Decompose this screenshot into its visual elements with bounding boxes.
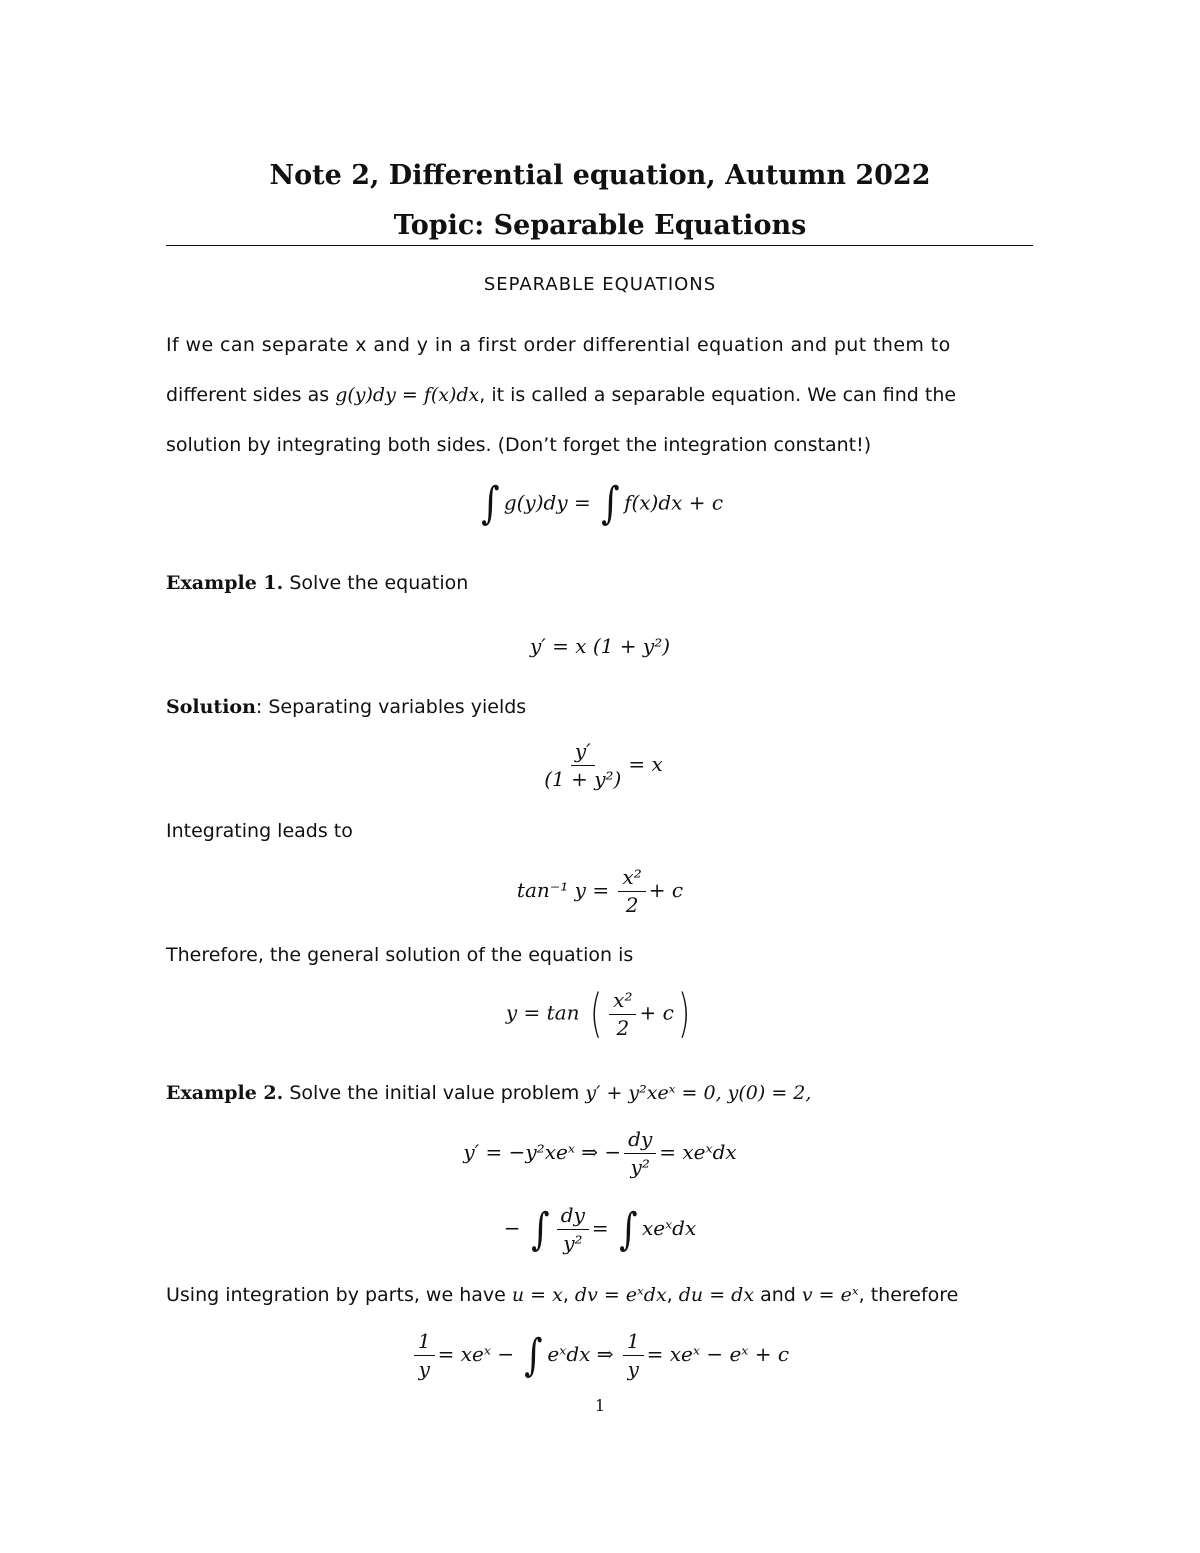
example-2-step-1 <box>0 1128 1200 1179</box>
title-rule <box>166 245 1033 246</box>
example-1-prompt: Solve the equation <box>289 572 469 594</box>
general-lhs: y = tan <box>505 1000 580 1025</box>
intro-line-1-text: If we can separate x and y in a first order differential equation and put them to <box>166 334 951 356</box>
integration-by-parts-line: Using integration by parts, we have u = x, dv = eˣdx, du = dx and v = eˣ, therefore <box>166 1284 959 1306</box>
general-fraction <box>609 989 636 1040</box>
final-mid-1: = xeˣ − <box>437 1342 515 1366</box>
solution-text: : Separating variables yields <box>255 696 527 718</box>
integrated-fraction <box>618 866 645 917</box>
example-2-prompt-math: y′ + y²xeˣ = 0, y(0) = 2, <box>585 1082 812 1104</box>
document-title: Note 2, Differential equation, Autumn 2022 <box>269 160 931 191</box>
section-heading: SEPARABLE EQUATIONS <box>483 274 717 295</box>
fraction-denominator: y <box>418 1357 430 1381</box>
integral-sign: ∫ <box>524 1329 544 1381</box>
integral-sign: ∫ <box>601 478 620 529</box>
solution-line <box>166 696 526 718</box>
intro-line-2 <box>166 384 956 406</box>
fraction-denominator: y² <box>563 1231 583 1255</box>
fraction-denominator: y² <box>630 1155 650 1179</box>
parts-math-1: u = x <box>511 1284 563 1306</box>
integral-sign: ∫ <box>481 478 500 529</box>
example-1-equation <box>0 634 1200 658</box>
therefore-text: Therefore, the general solution of the equation is <box>166 944 634 966</box>
step-2-fraction <box>557 1204 589 1255</box>
step-1-fraction <box>624 1128 656 1179</box>
integral-sign: ∫ <box>619 1203 638 1255</box>
integrated-rhs: + c <box>648 878 684 902</box>
integrating-text: Integrating leads to <box>166 820 353 842</box>
topic-title: Topic: Separable Equations <box>393 210 807 241</box>
page-number: 1 <box>594 1396 606 1415</box>
example-2-prompt: Solve the initial value problem <box>289 1082 580 1104</box>
integral-sign: ∫ <box>531 1203 550 1255</box>
intro-line-3: solution by integrating both sides. (Don’t forget the integration constant!) <box>166 434 872 456</box>
integrated-lhs: tan⁻¹ y = <box>516 878 610 902</box>
step-2-mid: = <box>591 1216 609 1240</box>
example-2-label: Example 2. <box>166 1082 284 1104</box>
example-1-heading <box>166 572 468 594</box>
separated-fraction <box>540 740 625 791</box>
parts-text-start: Using integration by parts, we have <box>166 1284 506 1306</box>
fraction-denominator: y <box>627 1357 639 1381</box>
step-2-lhs: − <box>503 1216 521 1240</box>
fraction-numerator: x² <box>609 989 636 1015</box>
right-paren: ) <box>677 984 691 1044</box>
parts-math-3: du = dx <box>678 1284 755 1306</box>
final-equation <box>0 1330 1200 1381</box>
fraction-numerator: y′ <box>571 740 595 766</box>
separated-equation <box>0 740 1200 791</box>
solution-label: Solution <box>166 696 256 718</box>
example-1-label: Example 1. <box>166 572 284 594</box>
integrated-equation <box>0 866 1200 917</box>
example-2-step-2 <box>0 1204 1200 1255</box>
general-rhs: + c <box>639 1000 674 1025</box>
final-fraction-1 <box>414 1330 435 1381</box>
fraction-denominator: 2 <box>625 893 639 917</box>
fraction-numerator: 1 <box>414 1330 435 1356</box>
intro-line-2-end: , it is called a separable equation. We can find the <box>479 384 957 406</box>
left-paren: ( <box>589 984 603 1044</box>
intro-line-2-math: g(y)dy = f(x)dx <box>335 384 480 406</box>
general-solution <box>0 984 1200 1044</box>
fraction-numerator: dy <box>557 1204 589 1230</box>
fraction-denominator: (1 + y²) <box>544 767 622 791</box>
intro-line-1 <box>166 334 1033 356</box>
step-1-lhs: y′ = −y²xeˣ ⇒ − <box>463 1140 622 1164</box>
fraction-denominator: 2 <box>616 1015 630 1040</box>
fraction-numerator: 1 <box>623 1330 644 1356</box>
final-rhs: = xeˣ − eˣ + c <box>646 1342 790 1366</box>
example-1-equation-text: y′ = x (1 + y²) <box>529 634 671 658</box>
parts-and: and <box>760 1284 796 1306</box>
integral-formula <box>0 478 1200 529</box>
parts-math-4: v = eˣ <box>801 1284 859 1306</box>
separated-rhs: = x <box>628 752 663 776</box>
example-2-heading <box>166 1082 811 1104</box>
formula-left: g(y)dy = <box>503 490 591 515</box>
parts-math-2: dv = eˣdx <box>574 1284 667 1306</box>
intro-line-2-start: different sides as <box>166 384 330 406</box>
step-1-rhs: = xeˣdx <box>659 1140 737 1164</box>
step-2-rhs: xeˣdx <box>641 1216 697 1240</box>
fraction-numerator: x² <box>618 866 645 892</box>
fraction-numerator: dy <box>624 1128 656 1154</box>
final-mid-2: eˣdx ⇒ <box>547 1342 614 1366</box>
formula-right: f(x)dx + c <box>624 490 724 515</box>
final-fraction-2 <box>623 1330 644 1381</box>
parts-end: , therefore <box>858 1284 959 1306</box>
